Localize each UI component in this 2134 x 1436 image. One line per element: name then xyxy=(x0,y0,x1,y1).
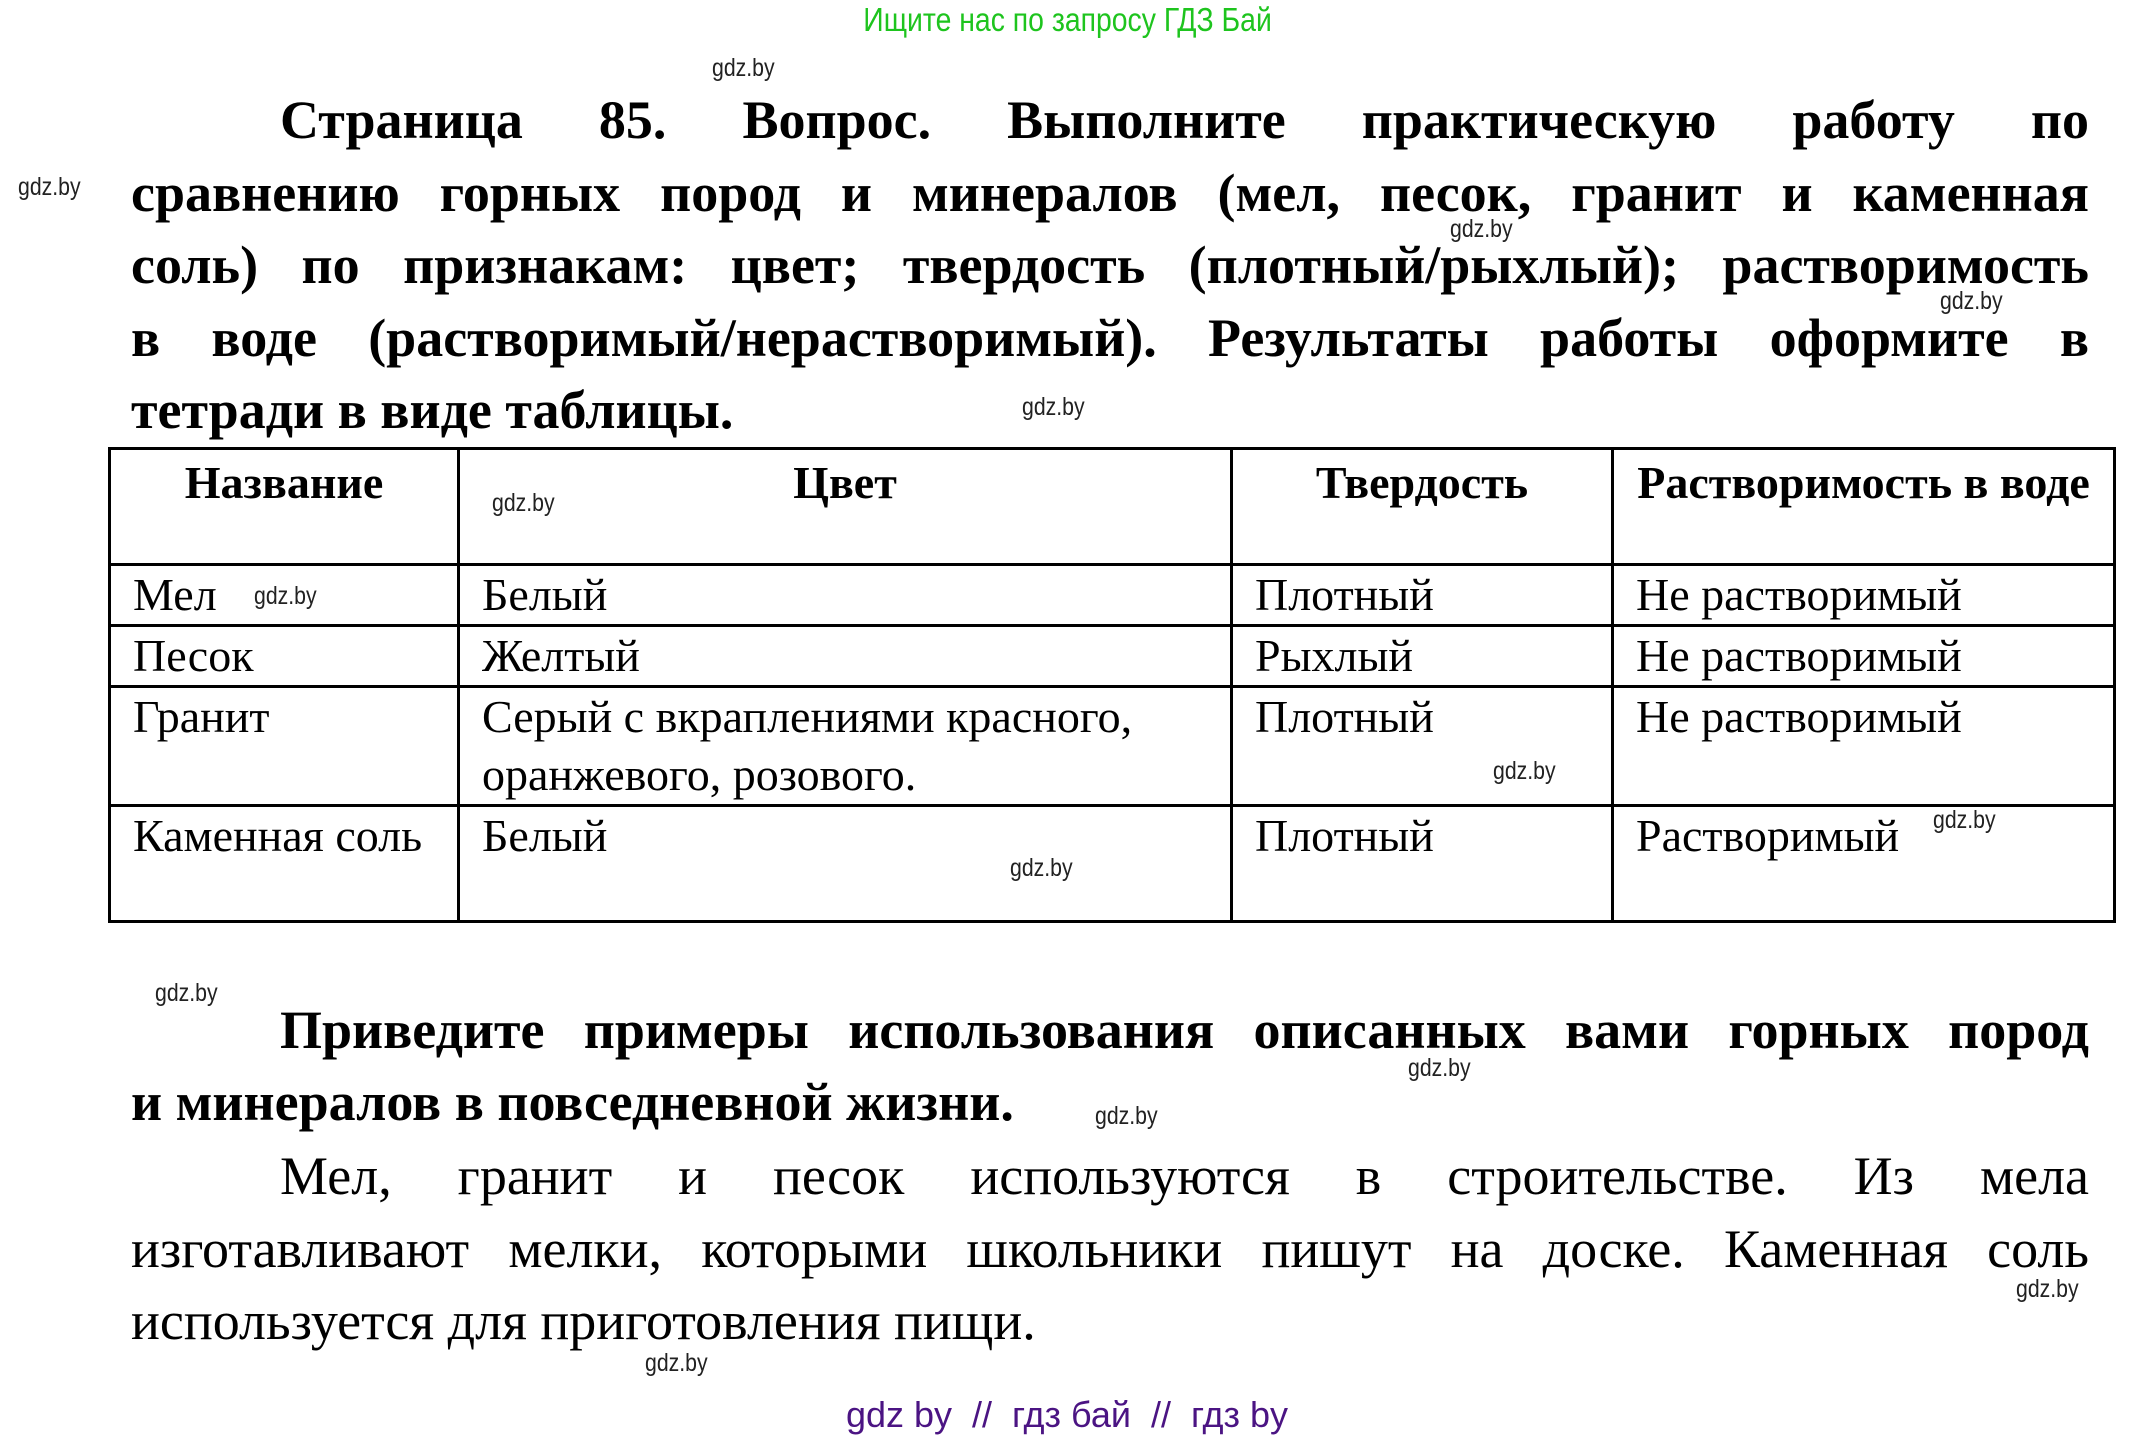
answer-line-2: изготавливают мелки, которыми школьники пишут на доске. Каменная соль xyxy=(131,1219,2089,1279)
watermark: gdz.by xyxy=(254,582,317,610)
watermark: gdz.by xyxy=(1940,287,2003,315)
question-line-2: сравнению горных пород и минералов (мел, песок, гранит и каменная xyxy=(131,163,2089,223)
watermark: gdz.by xyxy=(1408,1054,1471,1082)
table-row xyxy=(110,626,2115,687)
cell-name: Песок xyxy=(110,626,459,687)
header-name: Название xyxy=(110,449,459,565)
table-header-row xyxy=(110,449,2115,565)
watermark: gdz.by xyxy=(1933,806,1996,834)
cell-hardness: Плотный xyxy=(1232,806,1613,922)
search-banner: Ищите нас по запросу ГДЗ Бай xyxy=(863,1,1272,38)
question-line-3: соль) по признакам: цвет; твердость (плотный/рыхлый); растворимость xyxy=(131,235,2089,295)
watermark: gdz.by xyxy=(712,54,775,82)
comparison-table xyxy=(108,447,2116,923)
cell-hardness: Плотный xyxy=(1232,687,1613,806)
question-line-5: тетради в виде таблицы. xyxy=(131,380,734,440)
watermark: gdz.by xyxy=(1010,854,1073,882)
cell-name: Мел xyxy=(110,565,459,626)
answer-line-3: используется для приготовления пищи. xyxy=(131,1291,1036,1351)
header-hardness: Твердость xyxy=(1232,449,1613,565)
answer-line-1: Мел, гранит и песок используются в строительстве. Из мела xyxy=(280,1146,2089,1206)
cell-name: Гранит xyxy=(110,687,459,806)
cell-solubility: Не растворимый xyxy=(1613,565,2115,626)
watermark: gdz.by xyxy=(645,1349,708,1377)
cell-hardness: Плотный xyxy=(1232,565,1613,626)
watermark: gdz.by xyxy=(1022,393,1085,421)
watermark: gdz.by xyxy=(2016,1275,2079,1303)
watermark: gdz.by xyxy=(1493,757,1556,785)
cell-hardness: Рыхлый xyxy=(1232,626,1613,687)
watermark: gdz.by xyxy=(492,489,555,517)
cell-solubility: Не растворимый xyxy=(1613,626,2115,687)
watermark: gdz.by xyxy=(18,173,81,201)
header-solubility: Растворимость в воде xyxy=(1613,449,2115,565)
footer-links: gdz by // гдз бай // гдз by xyxy=(845,1394,1289,1435)
table-row xyxy=(110,565,2115,626)
question2-line-1: Приведите примеры использования описанных вами горных пород xyxy=(280,1000,2089,1060)
watermark: gdz.by xyxy=(1095,1102,1158,1130)
cell-name: Каменная соль xyxy=(110,806,459,922)
cell-color: Белый xyxy=(459,565,1232,626)
question2-line-2: и минералов в повседневной жизни. xyxy=(131,1072,1014,1132)
table-row xyxy=(110,806,2115,922)
watermark: gdz.by xyxy=(1450,215,1513,243)
cell-color: Белый xyxy=(459,806,1232,922)
question-line-1: Страница 85. Вопрос. Выполните практическую работу по xyxy=(280,90,2089,150)
watermark: gdz.by xyxy=(155,979,218,1007)
cell-solubility: Не растворимый xyxy=(1613,687,2115,806)
question-line-4: в воде (растворимый/нерастворимый). Результаты работы оформите в xyxy=(131,308,2089,368)
table-row xyxy=(110,687,2115,806)
header-color: Цвет xyxy=(459,449,1232,565)
cell-solubility: Растворимый xyxy=(1613,806,2115,922)
cell-color: Серый с вкраплениями красного, оранжевого, розового. xyxy=(459,687,1232,806)
cell-color: Желтый xyxy=(459,626,1232,687)
